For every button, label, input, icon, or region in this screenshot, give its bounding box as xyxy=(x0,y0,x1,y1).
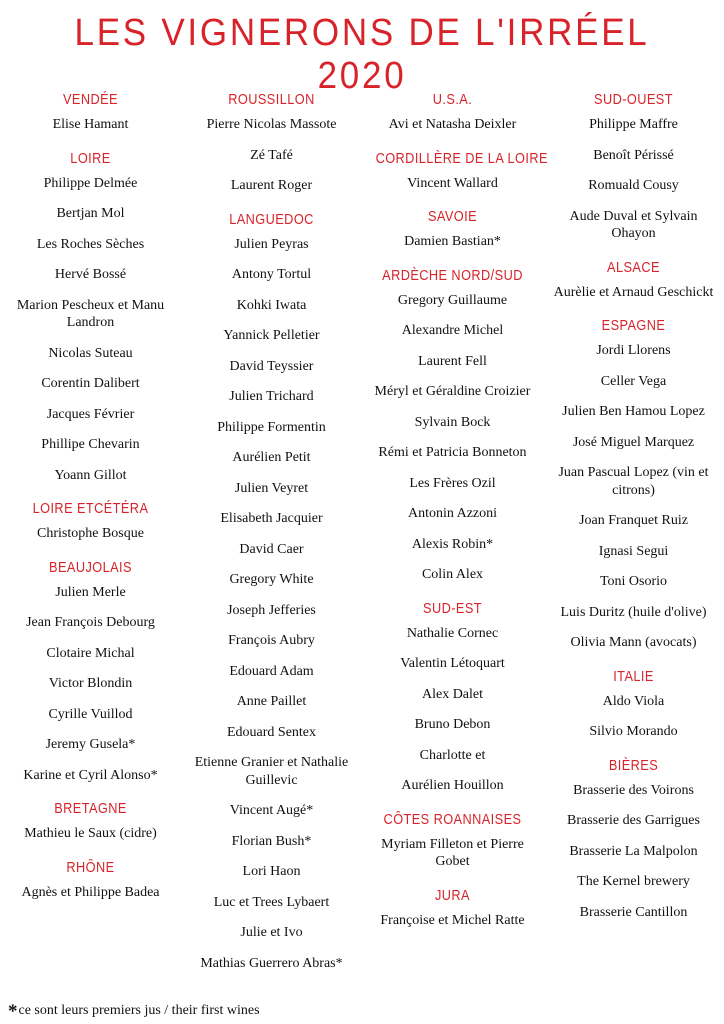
producer-entry: Lori Haon xyxy=(242,864,301,879)
producer-entry: Zé Tafé xyxy=(250,147,293,163)
region-heading: U.S.A. xyxy=(432,91,473,108)
producer-entry: Les Roches Sèches xyxy=(36,236,145,252)
producer-entry: Laurent Fell xyxy=(418,353,487,369)
producer-entry: Florian Bush* xyxy=(231,833,312,849)
producer-entry: Sylvain Bock xyxy=(414,414,491,430)
producer-entry: Romuald Cousy xyxy=(588,178,679,193)
region-heading: BIÈRES xyxy=(608,756,659,774)
producer-entry: Aude Duval et Sylvain Ohayon xyxy=(569,208,698,241)
producer-entry: Bruno Debon xyxy=(414,717,491,732)
producer-entry: Jean François Debourg xyxy=(26,615,155,630)
producer-entry: Yoann Gillot xyxy=(54,467,127,483)
producer-entry: Julien Veyret xyxy=(234,480,309,496)
producer-entry: Valentin Létoquart xyxy=(400,656,505,671)
producer-entry: Gregory White xyxy=(229,572,314,587)
producer-entry: Jeremy Gusela* xyxy=(45,737,136,752)
region-heading: SAVOIE xyxy=(427,208,478,225)
producer-entry: Elise Hamant xyxy=(52,117,129,132)
producer-entry: Françoise et Michel Ratte xyxy=(380,912,525,928)
producer-entry: Edouard Adam xyxy=(229,663,314,679)
producer-entry: Nathalie Cornec xyxy=(406,625,499,641)
producer-entry: Victor Blondin xyxy=(48,676,133,691)
footnote xyxy=(8,1001,260,1023)
producer-entry: Joseph Jefferies xyxy=(227,602,316,618)
column-1 xyxy=(0,86,181,914)
producer-entry: Cyrille Vuillod xyxy=(48,706,133,722)
producer-entry: Mathieu le Saux (cidre) xyxy=(24,826,157,841)
producer-entry: Yannick Pelletier xyxy=(223,328,320,343)
region-heading: BRETAGNE xyxy=(54,800,127,817)
region-heading: SUD-EST xyxy=(423,599,482,617)
producer-entry: Jacques Février xyxy=(46,406,135,422)
producer-entry: Toni Osorio xyxy=(599,574,668,589)
producer-entry: Celler Vega xyxy=(600,373,667,389)
producer-entry: Myriam Filleton et Pierre Gobet xyxy=(381,836,524,869)
producer-entry: Vincent Wallard xyxy=(407,175,498,191)
region-heading: LOIRE ETCÉTÉRA xyxy=(32,500,149,517)
producer-entry: François Aubry xyxy=(228,633,315,648)
column-4 xyxy=(543,86,724,934)
producer-entry: Julie et Ivo xyxy=(240,925,303,940)
producer-entry: Alexis Robin* xyxy=(411,536,494,552)
producer-entry: Brasserie La Malpolon xyxy=(569,843,698,859)
producer-entry: Julien Trichard xyxy=(229,389,314,404)
region-heading: CORDILLÈRE DE LA LOIRE xyxy=(375,149,548,167)
column-3 xyxy=(362,86,548,942)
producer-entry: Méryl et Géraldine Croizier xyxy=(374,384,531,399)
producer-entry: Hervé Bossé xyxy=(54,267,127,282)
producer-entry: Luis Duritz (huile d'olive) xyxy=(560,604,707,620)
region-heading: ROUSSILLON xyxy=(228,91,315,108)
producer-entry: Kohki Iwata xyxy=(236,297,307,313)
region-heading: VENDÉE xyxy=(63,91,118,108)
producer-entry: Aurélien Houillon xyxy=(401,778,504,793)
producer-entry: David Caer xyxy=(239,541,304,557)
region-heading: ALSACE xyxy=(607,258,660,276)
producer-entry: José Miguel Marquez xyxy=(572,434,695,450)
producer-entry: Gregory Guillaume xyxy=(397,292,508,308)
producer-entry: Antonin Azzoni xyxy=(407,506,498,521)
producer-entry: Ignasi Segui xyxy=(598,543,669,559)
producer-entry: Christophe Bosque xyxy=(37,526,144,541)
producer-entry: Silvio Morando xyxy=(589,724,678,739)
producer-entry: David Teyssier xyxy=(229,358,314,374)
producer-entry: Mathias Guerrero Abras* xyxy=(200,955,343,971)
region-heading: ESPAGNE xyxy=(601,317,666,334)
producer-entry: Antony Tortul xyxy=(231,267,312,282)
producer-entry: Les Frères Ozil xyxy=(409,475,496,491)
producer-entry: Joan Franquet Ruiz xyxy=(579,513,688,528)
producer-entry: Agnès et Philippe Badea xyxy=(21,884,160,900)
producer-entry: Elisabeth Jacquier xyxy=(220,511,323,526)
producer-entry: Juan Pascual Lopez (vin et citrons) xyxy=(558,465,709,498)
region-heading: SUD-OUEST xyxy=(594,91,673,108)
producer-entry: Alexandre Michel xyxy=(401,323,504,338)
producer-entry: Julien Ben Hamou Lopez xyxy=(562,404,705,419)
producer-entry: Pierre Nicolas Massote xyxy=(206,117,337,132)
producer-entry: Karine et Cyril Alonso* xyxy=(23,767,158,783)
producer-entry: Damien Bastian* xyxy=(404,234,501,249)
producer-entry: Phillipe Chevarin xyxy=(41,437,140,452)
producer-entry: Luc et Trees Lybaert xyxy=(213,894,330,910)
footnote-asterisk: * xyxy=(8,1001,18,1022)
producer-entry: Nicolas Suteau xyxy=(48,345,133,361)
producer-entry: Aldo Viola xyxy=(602,693,665,709)
producer-entry: Bertjan Mol xyxy=(56,206,125,221)
producer-entry: Brasserie des Garrigues xyxy=(567,813,700,828)
region-heading: ARDÈCHE NORD/SUD xyxy=(382,266,523,284)
producer-entry: Charlotte et xyxy=(419,747,486,763)
footnote-text: ce sont leurs premiers jus / their first wines xyxy=(18,1003,260,1018)
producer-entry: Avi et Natasha Deixler xyxy=(388,117,517,132)
producer-entry: The Kernel brewery xyxy=(577,874,690,889)
producer-entry: Julien Peyras xyxy=(234,236,309,252)
producer-entry: Julien Merle xyxy=(55,584,126,600)
region-heading: BEAUJOLAIS xyxy=(49,558,132,576)
region-heading: ITALIE xyxy=(613,667,654,685)
producer-entry: Philippe Formentin xyxy=(217,419,326,435)
region-heading: LOIRE xyxy=(70,149,111,167)
region-heading: CÔTES ROANNAISES xyxy=(383,810,522,828)
producer-entry: Aurèlie et Arnaud Geschickt xyxy=(553,284,714,300)
producer-entry: Rémi et Patricia Bonneton xyxy=(378,445,527,460)
region-heading: LANGUEDOC xyxy=(229,210,314,228)
producer-entry: Aurélien Petit xyxy=(232,450,311,465)
producer-entry: Benoît Périssé xyxy=(593,147,674,163)
column-2 xyxy=(181,86,362,985)
producer-entry: Olivia Mann (avocats) xyxy=(570,635,697,650)
producer-entry: Philippe Maffre xyxy=(589,117,678,132)
producer-entry: Colin Alex xyxy=(421,567,484,582)
producer-entry: Anne Paillet xyxy=(236,694,307,709)
region-heading: JURA xyxy=(434,886,470,904)
producer-entry: Corentin Dalibert xyxy=(41,376,140,391)
region-heading: RHÔNE xyxy=(66,858,115,876)
producer-entry: Etienne Granier et Nathalie Guillevic xyxy=(194,755,349,788)
page-title: LES VIGNERONS DE L'IRRÉEL 2020 xyxy=(74,12,650,97)
producer-entry: Philippe Delmée xyxy=(43,175,138,191)
producer-entry: Clotaire Michal xyxy=(46,645,135,661)
producer-entry: Laurent Roger xyxy=(230,178,313,193)
producer-entry: Marion Pescheux et Manu Landron xyxy=(16,297,165,330)
producer-entry: Brasserie des Voirons xyxy=(573,782,694,798)
producer-entry: Jordi Llorens xyxy=(596,343,671,358)
producer-entry: Alex Dalet xyxy=(421,686,484,702)
producer-entry: Vincent Augé* xyxy=(229,803,314,818)
producer-entry: Brasserie Cantillon xyxy=(579,904,688,920)
producer-entry: Edouard Sentex xyxy=(226,724,317,740)
